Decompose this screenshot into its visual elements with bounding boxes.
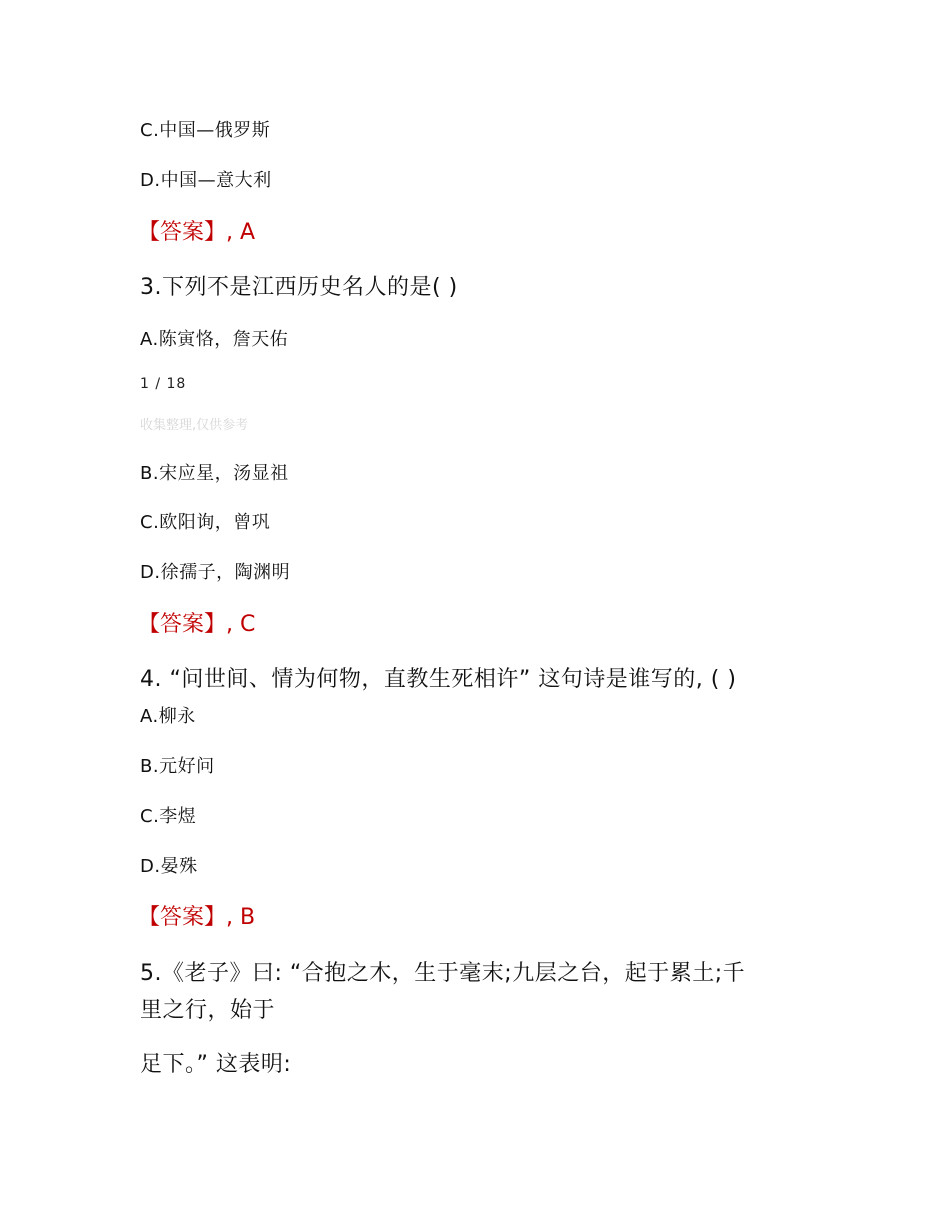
option-c: C.李煜 xyxy=(140,806,197,827)
option-b: B.宋应星，汤显祖 xyxy=(140,463,289,484)
option-a: A.陈寅恪，詹天佑 xyxy=(140,329,289,350)
option-c: C.欧阳询，曾巩 xyxy=(140,512,271,533)
option-d: D.徐孺子，陶渊明 xyxy=(140,562,291,583)
page-number: 1 / 18 xyxy=(140,376,187,392)
question-4: 4. “问世间、情为何物，直教生死相许” 这句诗是谁写的, ( ) xyxy=(140,667,737,692)
question-3: 3.下列不是江西历史名人的是( ) xyxy=(140,275,458,300)
answer-label: 【答案】, A xyxy=(138,220,256,245)
watermark-text: 收集整理,仅供参考 xyxy=(140,418,249,433)
question-5-continued: 里之行，始于 xyxy=(140,998,276,1023)
question-5-continued: 足下。” 这表明: xyxy=(140,1052,292,1077)
option-d: D.中国—意大利 xyxy=(140,170,272,191)
option-c: C.中国—俄罗斯 xyxy=(140,120,271,141)
option-a: A.柳永 xyxy=(140,706,196,727)
option-d: D.晏殊 xyxy=(140,856,198,877)
answer-label: 【答案】, C xyxy=(138,612,256,637)
answer-label: 【答案】, B xyxy=(138,905,256,930)
question-5: 5.《老子》曰: “合抱之木，生于毫末;九层之台，起于累土;千 xyxy=(140,961,746,986)
option-b: B.元好问 xyxy=(140,756,215,777)
